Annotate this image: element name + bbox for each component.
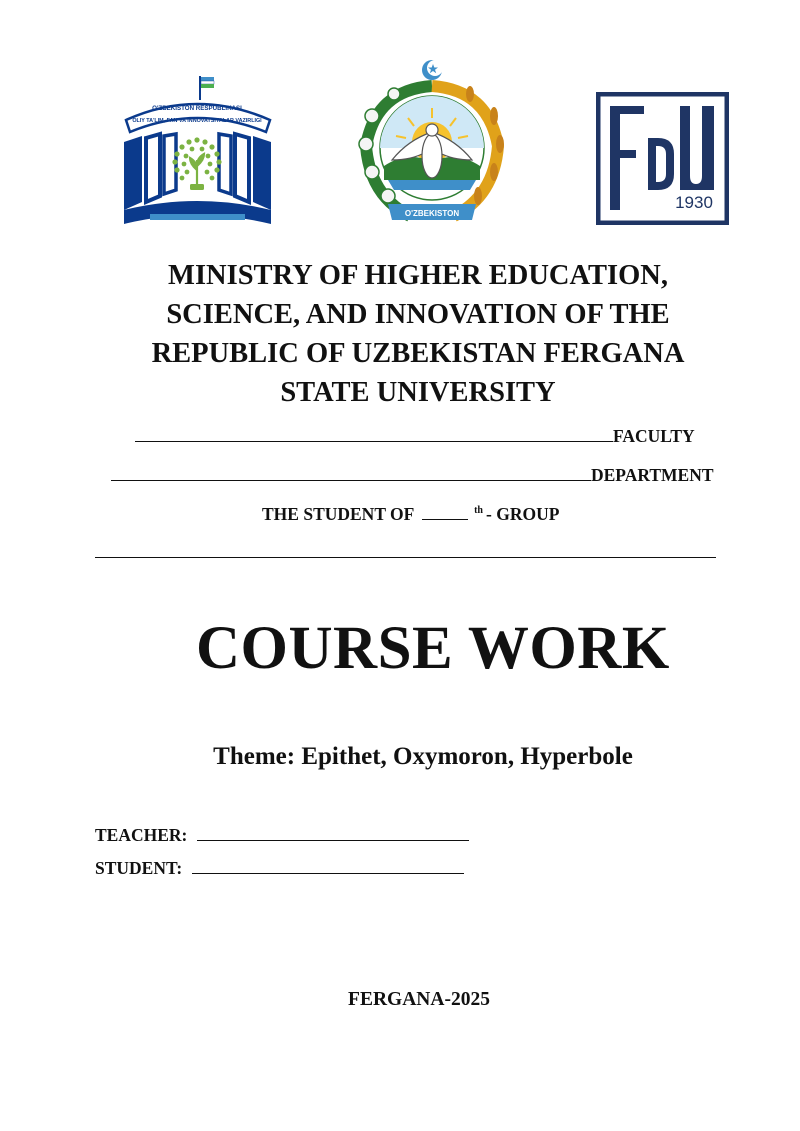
- group-prefix: THE STUDENT OF: [262, 504, 414, 524]
- faculty-blank-line: [135, 426, 613, 442]
- department-row: [111, 465, 714, 486]
- student-label: STUDENT:: [95, 858, 183, 878]
- student-row: [95, 858, 464, 879]
- faculty-row: [135, 426, 695, 447]
- fdu-logo: [596, 92, 729, 225]
- group-suffix: - GROUP: [486, 504, 560, 524]
- student-name-line: [95, 557, 716, 558]
- state-emblem: [348, 56, 516, 232]
- heading-line-4: STATE UNIVERSITY: [280, 377, 556, 408]
- department-label: DEPARTMENT: [591, 465, 714, 485]
- teacher-row: [95, 825, 469, 846]
- city-year-footer: FERGANA-2025: [348, 989, 490, 1010]
- teacher-blank-line: [197, 825, 469, 841]
- crescent-star-icon: [422, 60, 443, 80]
- ministry-logo: [120, 74, 275, 230]
- teacher-label: TEACHER:: [95, 825, 188, 845]
- heading-line-1: MINISTRY OF HIGHER EDUCATION,: [168, 260, 668, 291]
- flag-icon: [200, 76, 214, 100]
- department-blank-line: [111, 465, 591, 481]
- group-blank-line: [422, 504, 468, 520]
- fdu-logo-year: 1930: [675, 193, 713, 212]
- group-superscript: th: [474, 505, 483, 516]
- theme-line: Theme: Epithet, Oxymoron, Hyperbole: [213, 743, 633, 770]
- student-blank-line: [192, 858, 464, 874]
- heading-line-2: SCIENCE, AND INNOVATION OF THE: [166, 299, 670, 330]
- faculty-label: FACULTY: [613, 426, 695, 446]
- document-title: COURSE WORK: [196, 615, 670, 682]
- heading-line-3: REPUBLIC OF UZBEKISTAN FERGANA: [151, 338, 685, 369]
- svg-text:OLIY TA'LIM, FAN VA INNOVATSIY: OLIY TA'LIM, FAN VA INNOVATSIYALAR VAZIRLIGI: [132, 118, 262, 124]
- group-row: [262, 504, 559, 525]
- ministry-logo-text: O'ZBEKISTON RESPUBLIKASI: [152, 105, 242, 112]
- university-heading: [100, 256, 736, 412]
- emblem-ribbon-text: O'ZBEKISTON: [404, 209, 460, 218]
